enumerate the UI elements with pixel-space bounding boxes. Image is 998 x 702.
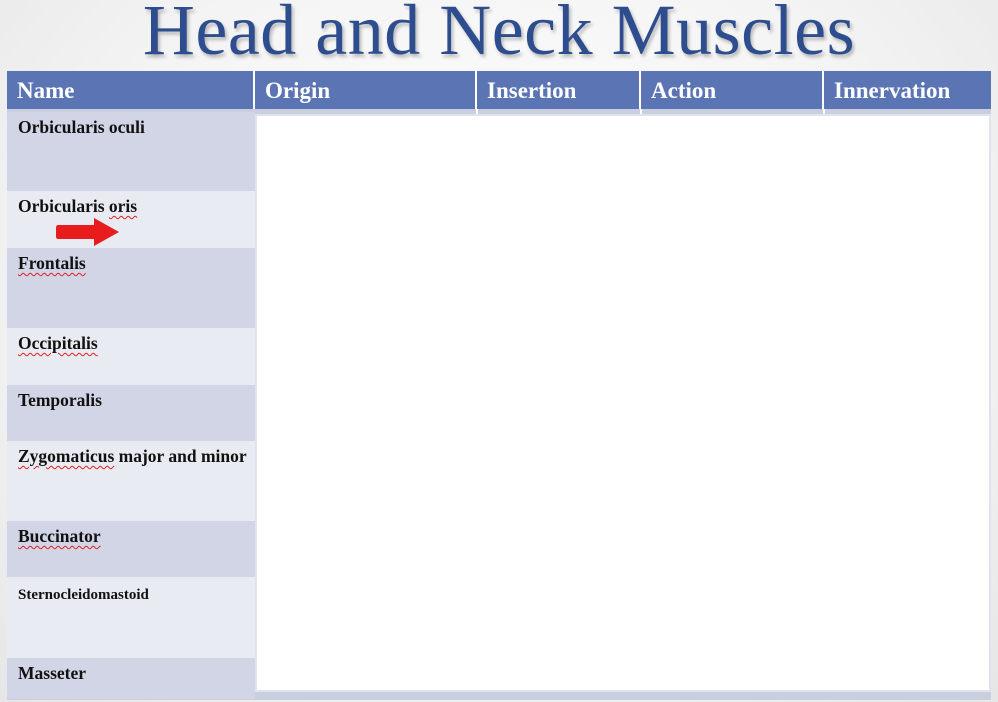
muscle-name: major and minor xyxy=(114,446,247,466)
header-action[interactable]: Action xyxy=(641,71,824,109)
table-row[interactable] xyxy=(7,191,255,248)
header-origin[interactable]: Origin xyxy=(255,71,477,109)
muscle-name: Orbicularis oculi xyxy=(18,117,145,137)
table-row[interactable] xyxy=(7,385,255,441)
table-row[interactable] xyxy=(7,112,255,191)
table-row[interactable] xyxy=(7,441,255,521)
header-innervation[interactable]: Innervation xyxy=(824,71,991,109)
muscle-name: Buccinator xyxy=(18,526,101,546)
muscle-name: Temporalis xyxy=(18,390,102,410)
table-row[interactable] xyxy=(7,521,255,577)
table-header-row xyxy=(7,71,991,109)
table-row[interactable] xyxy=(7,328,255,385)
muscle-name: Frontalis xyxy=(18,253,86,273)
header-insertion[interactable]: Insertion xyxy=(477,71,641,109)
muscle-name-misspelled: Zygomaticus xyxy=(18,446,115,466)
muscle-name: Sternocleidomastoid xyxy=(18,587,149,603)
table-row[interactable] xyxy=(7,577,255,658)
slide-title: Head and Neck Muscles xyxy=(142,0,856,70)
muscle-name: Orbicularis xyxy=(18,196,109,216)
red-arrow-right-icon xyxy=(56,216,120,248)
muscle-table xyxy=(7,71,991,700)
muscle-name: Occipitalis xyxy=(18,333,98,353)
header-name[interactable]: Name xyxy=(7,71,255,109)
table-row[interactable] xyxy=(7,248,255,328)
muscle-name: Masseter xyxy=(18,663,87,683)
table-body-empty-cells[interactable] xyxy=(255,114,991,692)
table-row[interactable] xyxy=(7,658,255,699)
muscle-name-misspelled: oris xyxy=(108,196,138,216)
